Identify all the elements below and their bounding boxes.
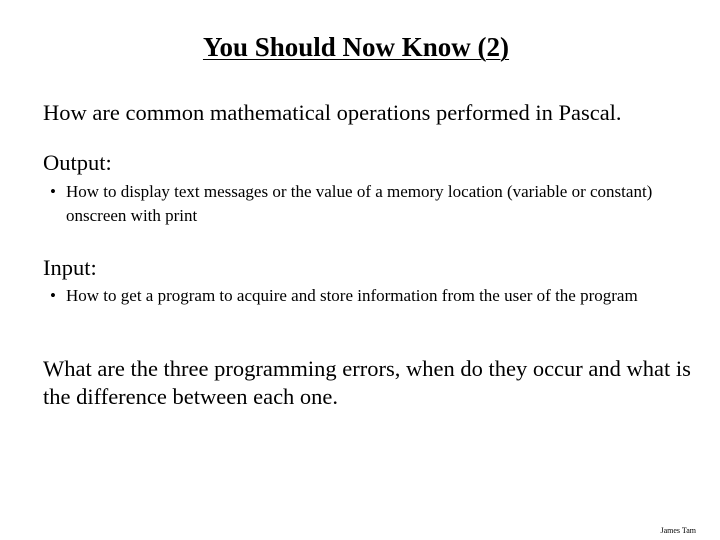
input-heading: Input: [43, 255, 97, 280]
errors-question: What are the three programming errors, when do they occur and what is the difference between each one. [43, 356, 691, 409]
bullet-icon: • [50, 286, 56, 305]
author-footer: James Tam [660, 526, 696, 535]
slide-title: You Should Now Know (2) [202, 32, 510, 62]
input-bullet-text: How to get a program to acquire and store information from the user of the program [66, 286, 638, 305]
output-heading: Output: [43, 150, 112, 175]
intro-text: How are common mathematical operations performed in Pascal. [43, 100, 622, 125]
input-bullet [50, 284, 690, 308]
bullet-icon: • [50, 182, 56, 201]
output-bullet [50, 180, 690, 228]
output-bullet-text: How to display text messages or the value of a memory location (variable or constant) onscreen with print [66, 182, 653, 225]
